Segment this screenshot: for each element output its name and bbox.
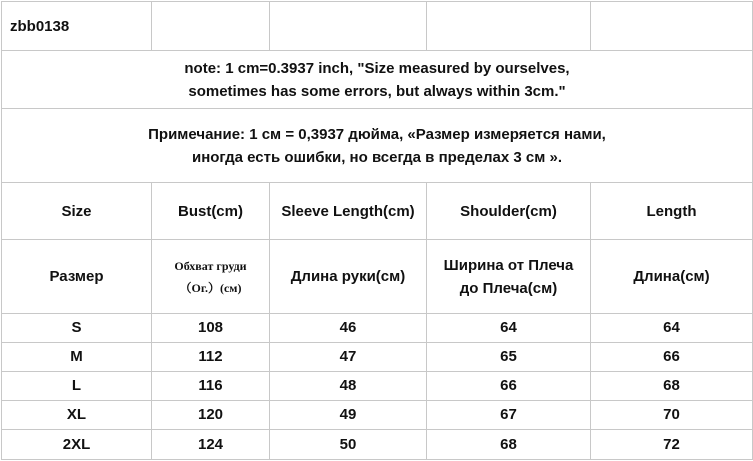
length-cell: 68 [591,371,753,400]
size-chart-table [1,1,753,460]
shoulder-cell: 68 [427,429,591,459]
size-cell: 2XL [2,429,152,459]
header-sleeve: Sleeve Length(cm) [270,183,427,240]
bust-cell: 120 [152,400,270,429]
empty-cell [427,2,591,51]
header-ru-length: Длина(см) [591,240,753,313]
header-size: Size [2,183,152,240]
note-russian [2,109,753,183]
header-ru-sleeve: Длина руки(см) [270,240,427,313]
shoulder-cell: 67 [427,400,591,429]
note-en-line-1: note: 1 cm=0.3937 inch, "Size measured by ourselves, [184,59,570,77]
table-row [2,429,753,459]
header-ru-shoulder-line-2: до Плеча(см) [459,279,558,297]
table-row [2,371,753,400]
note-ru-row [2,109,753,183]
length-cell: 66 [591,342,753,371]
header-bust: Bust(cm) [152,183,270,240]
bust-cell: 108 [152,313,270,342]
header-en-row [2,183,753,240]
header-length: Length [591,183,753,240]
header-ru-bust-line-2: （Ог.）(см) [179,280,242,295]
empty-cell [270,2,427,51]
sleeve-cell: 47 [270,342,427,371]
sleeve-cell: 50 [270,429,427,459]
empty-cell [152,2,270,51]
header-ru-row [2,240,753,313]
length-cell: 72 [591,429,753,459]
note-en-row [2,51,753,109]
table-row [2,400,753,429]
note-en-line-2: sometimes has some errors, but always within 3cm." [188,82,566,100]
note-english [2,51,753,109]
size-cell: M [2,342,152,371]
table-row [2,313,753,342]
length-cell: 70 [591,400,753,429]
product-code: zbb0138 [2,2,152,51]
sleeve-cell: 46 [270,313,427,342]
header-ru-bust [152,240,270,313]
bust-cell: 124 [152,429,270,459]
note-ru-line-2: иногда есть ошибки, но всегда в пределах 3 см ». [191,148,563,166]
bust-cell: 112 [152,342,270,371]
table-row [2,342,753,371]
length-cell: 64 [591,313,753,342]
shoulder-cell: 66 [427,371,591,400]
empty-cell [591,2,753,51]
header-ru-size: Размер [2,240,152,313]
size-cell: L [2,371,152,400]
header-shoulder: Shoulder(cm) [427,183,591,240]
note-ru-line-1: Примечание: 1 см = 0,3937 дюйма, «Размер измеряется нами, [148,125,606,143]
shoulder-cell: 65 [427,342,591,371]
bust-cell: 116 [152,371,270,400]
size-cell: XL [2,400,152,429]
sleeve-cell: 48 [270,371,427,400]
header-ru-shoulder-line-1: Ширина от Плеча [443,256,574,274]
sleeve-cell: 49 [270,400,427,429]
code-row [2,2,753,51]
header-ru-shoulder [427,240,591,313]
shoulder-cell: 64 [427,313,591,342]
header-ru-bust-line-1: Обхват груди [174,258,247,273]
size-cell: S [2,313,152,342]
